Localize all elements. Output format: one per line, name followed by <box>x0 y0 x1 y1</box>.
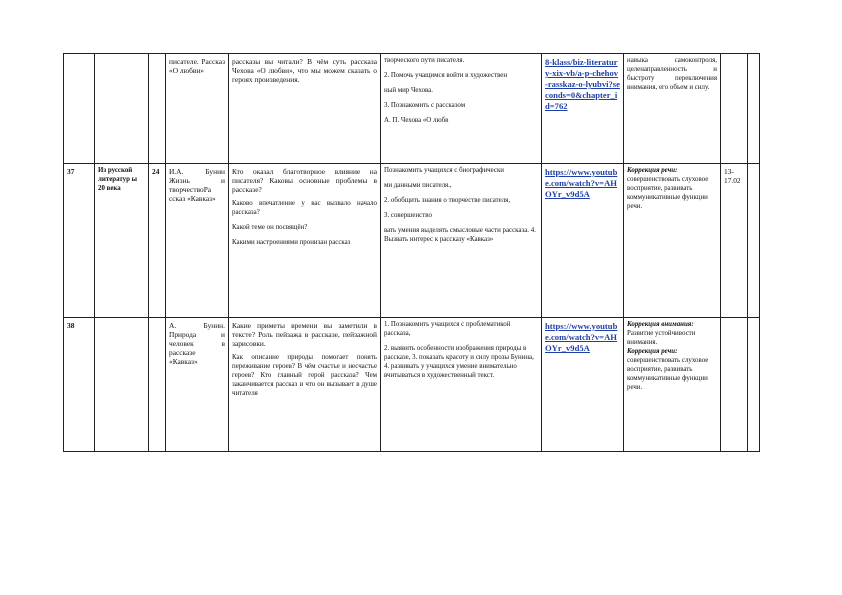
hour-cell <box>149 318 166 452</box>
table-row <box>64 164 760 318</box>
goals-cell <box>381 54 542 164</box>
date-cell <box>721 54 748 164</box>
correction-text: Развитие устойчивости внимания. <box>627 329 696 346</box>
goals-cell <box>381 164 542 318</box>
date-cell <box>721 164 748 318</box>
correction-text: совершенствовать слуховое восприятие, развивать коммуникативные функции речи. <box>627 175 709 210</box>
goal-text: 2. обобщить знания о творчестве писателя, <box>384 196 511 204</box>
topic-cell <box>166 164 229 318</box>
lesson-topic: писателе. Рассказ «О любви» <box>169 57 225 76</box>
table-row <box>64 54 760 164</box>
goal-text: творческого пути писателя. <box>384 57 465 64</box>
correction-cell <box>624 318 721 452</box>
questions-cell <box>229 318 381 452</box>
goal-text: 3. совершенство <box>384 211 432 219</box>
resource-link[interactable]: https://www.youtube.com/watch?v=AHOYr_v9d5A <box>545 321 618 353</box>
correction-text: навыка самоконтроля, целенаправленность и быстроту переключения внимания, его объем и силу. <box>627 57 717 91</box>
correction-cell <box>624 164 721 318</box>
lesson-number-cell <box>64 54 95 164</box>
date-cell <box>721 318 748 452</box>
link-cell <box>542 164 624 318</box>
goal-text: 2. выявить особенности изображения природы в рассказе, 3. показать красоту и силу прозы Бунина, 4. развивать у учащихся умение внимательно вчитываться в художественный текст. <box>384 344 534 379</box>
topic-cell <box>166 54 229 164</box>
lesson-topic: А. Бунин. Природа и человек в рассказе «Кавказ» <box>169 321 225 367</box>
correction-text: совершенствовать слуховое восприятие, развивать коммуникативные функции речи. <box>627 356 709 391</box>
table-row <box>64 318 760 452</box>
lesson-number-cell <box>64 164 95 318</box>
resource-link[interactable]: 8-klass/biz-literatury-xix-vb/a-p-chehov-rasskaz-o-lyubvi?seconds=0&chapter_id=762 <box>545 57 620 111</box>
lesson-number-cell <box>64 318 95 452</box>
link-cell <box>542 54 624 164</box>
lesson-plan-table <box>63 53 760 452</box>
resource-link[interactable]: https://www.youtube.com/watch?v=AHOYr_v9d5A <box>545 167 618 199</box>
question-text: рассказы вы читали? В чём суть рассказа Чехова «О любви», что мы можем сказать о героях произведения. <box>232 57 377 85</box>
goal-text: А. П. Чехова «О любв <box>384 116 449 124</box>
section-cell <box>95 164 149 318</box>
question-text: Кто оказал благотворное влияние на писателя? Каковы основные проблемы в рассказе? <box>232 167 377 195</box>
lesson-number: 38 <box>67 321 75 330</box>
lesson-topic: И.А. Бунин Жизнь и творчествоРа ссказ «Кавказ» <box>169 167 225 204</box>
question-text: Как описание природы помогает понять переживание героев? В чём счастье и несчастье героев? Кто главный герой рассказа? Чем заканчивается рассказ и что он вызывает в душе читателя <box>232 354 377 397</box>
extra-cell <box>748 164 760 318</box>
goal-text: вать умения выделять смысловые части рассказа. 4. Вызвать интерес к рассказу «Кавказ» <box>384 226 536 243</box>
extra-cell <box>748 54 760 164</box>
topic-cell <box>166 318 229 452</box>
hour-cell <box>149 54 166 164</box>
section-cell <box>95 318 149 452</box>
section-cell <box>95 54 149 164</box>
questions-cell <box>229 164 381 318</box>
link-cell <box>542 318 624 452</box>
lesson-number: 37 <box>67 167 75 176</box>
goal-text: ми данными писателя., <box>384 181 452 189</box>
goal-text: ный мир Чехова. <box>384 86 433 94</box>
goal-text: 3. Познакомить с рассказом <box>384 101 466 109</box>
correction-label: Коррекция речи: <box>627 347 678 355</box>
hour-number: 24 <box>152 167 160 176</box>
lesson-date: 13-17.02 <box>724 167 741 186</box>
question-text: Каково впечатление у вас вызвало начало рассказа? <box>232 200 377 217</box>
question-text: Какими настроениями пронизан рассказ <box>232 239 351 246</box>
correction-cell <box>624 54 721 164</box>
goals-cell <box>381 318 542 452</box>
questions-cell <box>229 54 381 164</box>
question-text: Какие приметы времени вы заметили в тексте? Роль пейзажа в рассказе, пейзажной зарисовки. <box>232 321 377 349</box>
hour-cell <box>149 164 166 318</box>
question-text: Какой теме он посвящён? <box>232 224 308 232</box>
goal-text: 2. Помочь учащимся войти в художествен <box>384 71 508 79</box>
goal-text: 1. Познакомить учащихся с проблематикой рассказа, <box>384 321 511 337</box>
extra-cell <box>748 318 760 452</box>
correction-label: Коррекция речи: <box>627 167 678 174</box>
section-title: Из русской литератур ы 20 века <box>98 167 138 192</box>
goal-text: Познакомить учащихся с биографически <box>384 167 504 174</box>
correction-label: Коррекция внимания: <box>627 321 694 328</box>
